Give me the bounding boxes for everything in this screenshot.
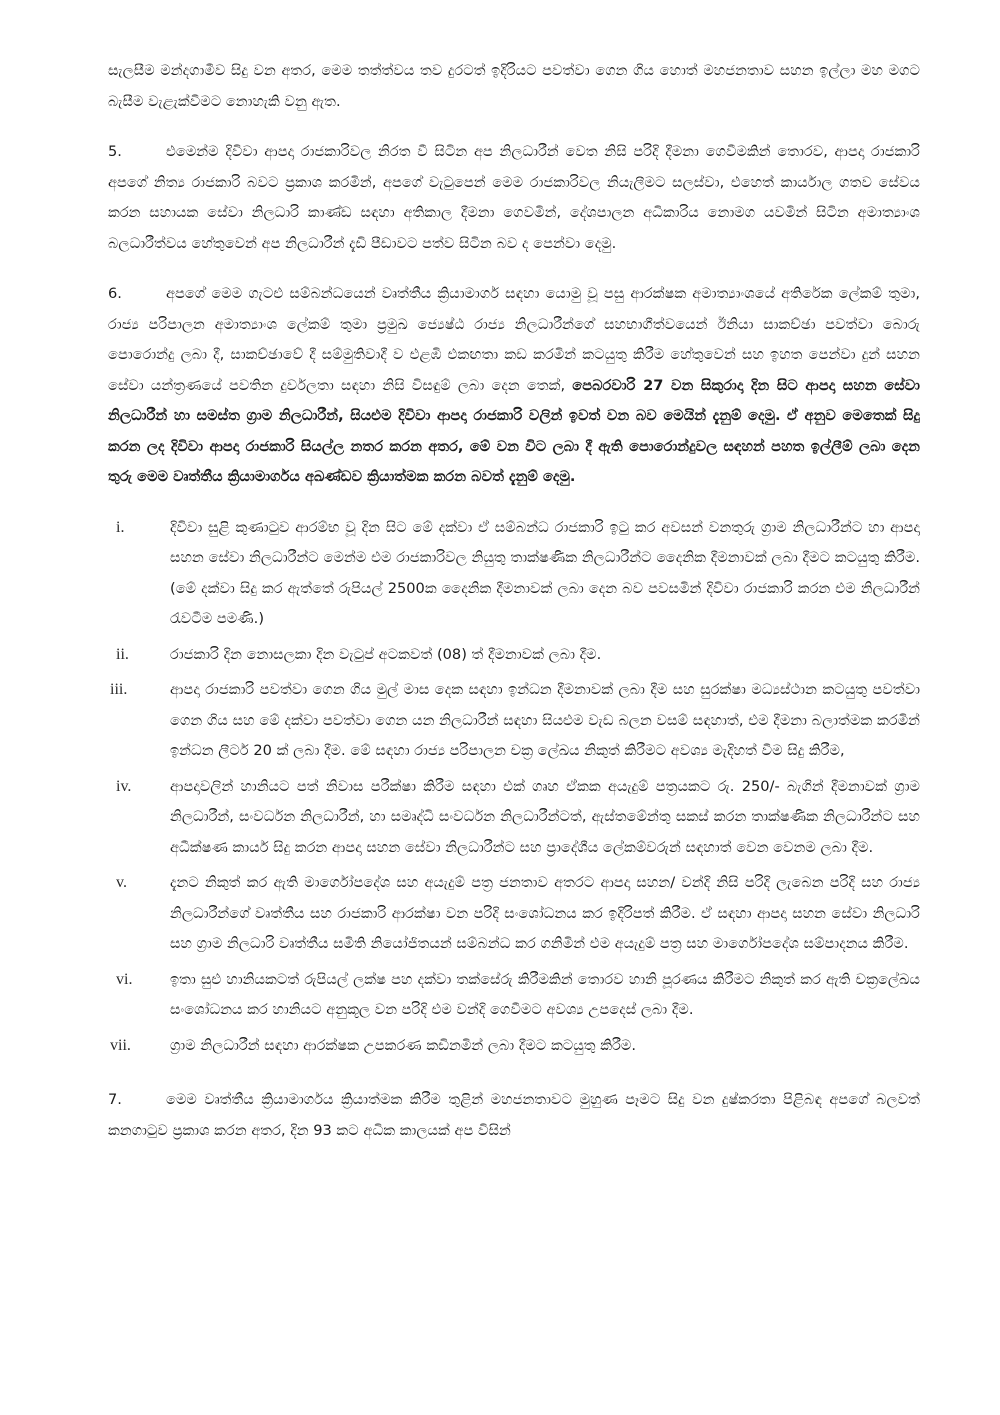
paragraph-7 [108,1085,920,1146]
item-numeral: v. [116,874,127,891]
item-text: ඉතා සුළු හානියකටත් රුපියල් ලක්ෂ පහ දක්වා තක්සේරු කිරීමකින් තොරව හානි පූරණය කිරීමට නිකුත් කර ඇති චක්‍රලේඛය සංශෝධනය කර හානියට අනුකූල වන පරිදි එම වන්දි ගෙවීමට අවශ්‍ය උපදෙස් ලබා දීම. [170,970,920,1018]
item-numeral: iii. [110,681,128,698]
item-numeral: i. [116,518,125,536]
paragraph-number: 7. [108,1091,122,1108]
list-item [108,965,920,1026]
paragraph-text: එමෙන්ම දිවිවා ආපදා රාජකාරිවල නිරත වී සිටින අප නිලධාරීන් වෙත නිසි පරිදි දීමනා ගෙවීමකින් තොරව, ආපදා රාජකාරි අපගේ නිත්‍ය රාජකාරි බවට ප්‍රකාශ කරමින්, අපගේ වැටුපෙන් මෙම රාජකාරිවල නියැලීමට සලස්වා, එහෙත් කාර්යාල ගතව සේවය කරන සහායක සේවා නිලධාරි කාණ්ඩ සඳහා අතිකාල දීමනා ගෙවමින්, දේශපාලන අධිකාරිය නොමග යවමින් සිටින අමාත්‍යාංශ බලධාරීත්වය හේතුවෙන් අප නිලධාරීන් දැඩි පීඩාවට පත්ව සිටින බව ද පෙන්වා දෙමු. [108,143,920,252]
item-numeral: vii. [110,1036,131,1054]
item-text: දැනට නිකුත් කර ඇති මාර්ගෝපදේශ සහ අයැදුම් පත්‍ර ජනතාව අතරට ආපදා සහන/ වන්දි නිසි පරිදි ලැබෙන පරිදි සහ රාජ්‍ය නිලධාරීන්ගේ වෘත්තීය සහ රාජකාරි ආරක්ෂා වන පරිදි සංශෝධනය කර ඉදිරිපත් කිරීම. ඒ සඳහා ආපදා සහන සේවා නිලධාරි සහ ග්‍රාම නිලධාරි වෘත්තීය සමිති නියෝජිතයන් සම්බන්ධ කර ගනිමින් එම අයැදුම් පත්‍ර සහ මාර්ගෝපදේශ සම්පාදනය කිරීම. [170,874,920,952]
paragraph-5 [108,137,920,259]
item-numeral: iv. [116,777,132,795]
paragraph-bold-text: පෙබරවාරි 27 වන සිකුරාදා දින සිට ආපදා සහන සේවා නිලධාරීන් හා සමස්ත ග්‍රාම නිලධාරීන්, සියළුම දිවිවා ආපදා රාජකාරි වලින් ඉවත් වන බව මෙයින් දැනුම් දෙමු. ඒ අනුව මෙතෙක් සිදු කරන ලද දිවිවා ආපදා රාජකාරි සියල්ල නතර කරන අතර, මේ වන විට ලබා දී ඇති පොරොන්දුවල සඳහන් පහත ඉල්ලීම් ලබා දෙන තුරු මෙම වෘත්තීය ක්‍රියාමාර්ගය අඛණ්ඩව ක්‍රියාත්මක කරන බවත් දැනුම් දෙමු. [108,376,920,485]
item-numeral: ii. [116,645,129,663]
list-item [108,675,920,767]
demands-list [108,513,920,1062]
item-text: රාජකාරි දින නොසලකා දින වැටුප් අටකවත් (08) ත් දීමනාවක් ලබා දීම. [170,645,602,663]
list-item [108,1031,920,1062]
paragraph-text: මෙම වෘත්තීය ක්‍රියාමාර්ගය ක්‍රියාත්මක කිරීම තුළින් මහජනතාවට මුහුණ පෑමට සිදු වන දුෂ්කරතා පිළිබඳ අපගේ බලවත් කනගාටුව ප්‍රකාශ කරන අතර, දින 93 කට අධික කාලයක් අප විසින් [108,1091,920,1139]
paragraph-number: 5. [108,143,122,160]
paragraph-text: අපගේ මෙම ගැටළු සම්බන්ධයෙන් වෘත්තීය ක්‍රියාමාර්ග සඳහා යොමු වූ පසු ආරක්ෂක අමාත්‍යාංශයේ අතිරේක ලේකම් තුමා, රාජ්‍ය පරිපාලන අමාත්‍යාංශ ලේකම් තුමා ප්‍රමුඛ ජ්‍යෙෂ්ඨ රාජ්‍ය නිලධාරීන්ගේ සහභාගීත්වයෙන් ඊනියා සාකච්ඡා පවත්වා බොරු පොරොන්දු ලබා දී, සාකච්ඡාවේ දී සම්මුතිවාදී ව එළඹි එකඟතා කඩ කරමින් කටයුතු කිරීම හේතුවෙන් සහ ඉහත පෙන්වා දුන් සහන සේවා යන්ත්‍රණයේ පවතින දුර්වලතා සඳහා නිසි විසඳුම් ලබා දෙන තෙක්, [108,285,920,394]
item-text: ග්‍රාම නිලධාරීන් සඳහා ආරක්ෂක උපකරණ කඩිනමින් ලබා දීමට කටයුතු කිරීම. [170,1036,637,1054]
paragraph-6 [108,279,920,493]
item-text: ආපදා රාජකාරි පවත්වා ගෙන ගිය මුල් මාස දෙක සඳහා ඉන්ධන දීමනාවක් ලබා දීම සහ සුරක්ෂා මධ්‍යස්ථාන කටයුතු පවත්වා ගෙන ගිය සහ මේ දක්වා පවත්වා ගෙන යන නිලධාරීන් සඳහා සියළුම වැඩ බලන වසම් සඳහාත්, එම දීමනා බලාත්මක කරමින් ඉන්ධන ලීටර් 20 ක් ලබා දීම. මේ සඳහා රාජ්‍ය පරිපාලන චක්‍ර ලේඛය නිකුත් කිරීමට අවශ්‍ය මැදිහත් වීම සිදු කිරීම, [170,681,920,759]
paragraph-number: 6. [108,285,122,302]
list-item [108,772,920,864]
list-item [108,640,920,671]
list-item [108,513,920,635]
intro-continuation: සැලසීම මන්දගාමීව සිදු වන අතර, මෙම තත්ත්වය තව දුරටත් ඉදිරියට පවත්වා ගෙන ගිය හොත් මහජනතාව සහන ඉල්ලා මහ මගට බැසීම වැළැක්වීමට නොහැකි වනු ඇත. [108,62,920,110]
item-text: ආපදාවලින් හානියට පත් නිවාස පරීක්ෂා කිරීම සඳහා එක් ගෘහ ඒකක අයැදුම් පත්‍රයකට රු. 250/- බැගින් දීමනාවක් ග්‍රාම නිලධාරීන්, සංවර්ධන නිලධාරීන්, හා සමෘද්ධි සංවර්ධන නිලධාරීන්ටත්, ඇස්තමේන්තු සකස් කරන තාක්ෂණික නිලධාරීන්ට සහ අධීක්ෂණ කාර්ය සිදු කරන ආපදා සහන සේවා නිලධාරීන්ට සහ ප්‍රාදේශීය ලේකම්වරුන් සඳහාත් වෙන වෙනම ලබා දීම. [170,777,920,856]
item-numeral: vi. [116,970,133,988]
list-item [108,868,920,960]
item-text: දිවිවා සුළි කුණාටුව ආරම්භ වූ දින සිට මේ දක්වා ඒ සම්බන්ධ රාජකාරි ඉටු කර අවසන් වනතුරු ග්‍රාම නිලධාරීන්ට හා ආපදා සහන සේවා නිලධාරීන්ට මෙන්ම එම රාජකාරිවල නියුතු තාක්ෂණික නිලධාරීන්ට දෛනික දීමනාවක් ලබා දීමට කටයුතු කිරීම. (මේ දක්වා සිදු කර ඇත්තේ රුපියල් 2500ක දෛනික දීමනාවක් ලබා දෙන බව පවසමින් දිවිවා රාජකාරි කරන එම නිලධාරීන් රැවටීම පමණි.) [170,518,920,627]
